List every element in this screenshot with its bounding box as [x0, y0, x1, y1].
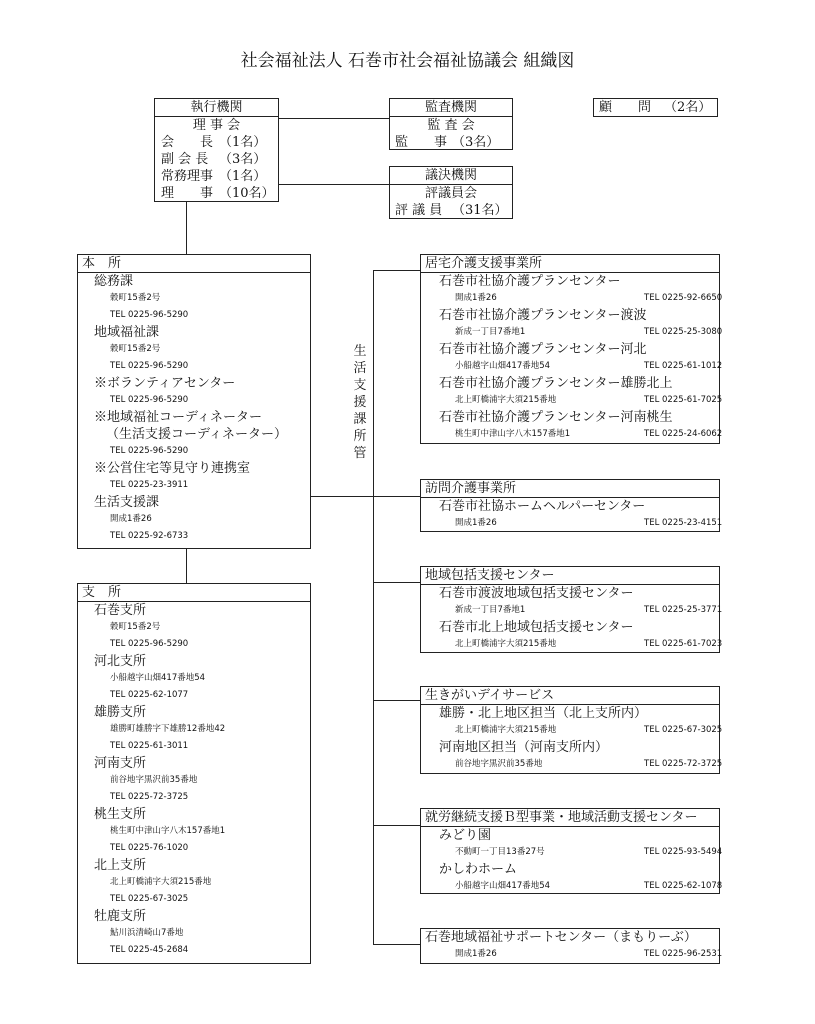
- council-header: 議決機関: [390, 167, 512, 185]
- facility-name: 石巻市社協介護プランセンター河南桃生: [439, 410, 673, 425]
- branch-tel: TEL 0225-76-1020: [110, 843, 189, 853]
- home-care-header: 居宅介護支援事業所: [421, 255, 719, 273]
- facility-tel: TEL 0225-67-3025: [644, 725, 723, 735]
- facility-name: 石巻市社協介護プランセンター渡波: [439, 308, 647, 323]
- vertical-char: 所: [353, 429, 367, 444]
- facility-contact-row: [439, 844, 723, 861]
- dept-name: 総務課: [94, 274, 134, 289]
- vertical-char: 支: [353, 378, 367, 393]
- facility-name: 雄勝・北上地区担当（北上支所内）: [439, 706, 648, 721]
- role-count: （1名）: [219, 169, 267, 184]
- role-row: [155, 185, 278, 202]
- facility-address: 北上町橋浦字大須215番地: [455, 395, 557, 405]
- facility-name: みどり園: [439, 828, 492, 843]
- connector-main-divisions: [311, 496, 420, 497]
- connector-support-center: [373, 944, 420, 945]
- facility-name: 石巻市北上地域包括支援センター: [439, 620, 634, 635]
- audit-body: 監 査 会: [427, 118, 475, 133]
- vertical-char: 援: [353, 395, 367, 410]
- employment-box: [420, 808, 723, 894]
- connector-day-service: [373, 700, 420, 701]
- branch-name: 河北支所: [94, 654, 147, 669]
- visiting-care-header: 訪問介護事業所: [421, 480, 719, 498]
- facility-address: 北上町橋浦字大須215番地: [455, 639, 557, 649]
- role-count: （3名）: [219, 152, 267, 167]
- division-trunk: [373, 270, 374, 945]
- support-center-header: 石巻地域福祉サポートセンター（まもりーぶ）: [425, 930, 697, 945]
- council-body: 評議員会: [424, 186, 477, 201]
- facility-name: かしわホーム: [439, 862, 518, 877]
- facility-contact-row: [439, 324, 723, 341]
- board-label: 理 事 会: [192, 118, 241, 133]
- vertical-char: 管: [353, 446, 367, 461]
- facility-tel: TEL 0225-23-4151: [644, 518, 723, 528]
- council-box: [389, 166, 513, 219]
- advisor-count: （2名）: [664, 100, 712, 115]
- facility-address: 開成1番26: [455, 293, 497, 303]
- role-row: [155, 168, 278, 185]
- branches-box: [77, 583, 311, 964]
- audit-box: [389, 98, 513, 150]
- support-center-box: [420, 928, 723, 964]
- role-label: 常務理事: [161, 169, 214, 184]
- branch-name: 河南支所: [94, 756, 147, 771]
- role-label: 理 事: [161, 186, 214, 201]
- community-header: 地域包括支援センター: [421, 567, 719, 585]
- vertical-char: 課: [353, 412, 367, 427]
- facility-name: 石巻市社協ホームヘルパーセンター: [439, 499, 646, 514]
- facility-contact-row: [439, 515, 723, 532]
- facility-contact-row: [439, 426, 723, 443]
- advisor-box: [593, 98, 718, 117]
- home-care-box: [420, 254, 723, 444]
- executive-box: [154, 98, 279, 202]
- facility-tel: TEL 0225-93-5494: [644, 847, 723, 857]
- facility-contact-row: [439, 290, 723, 307]
- facility-address: 前谷地字黒沢前35番地: [455, 759, 543, 769]
- facility-name: 石巻市社協介護プランセンター河北: [439, 342, 647, 357]
- role-count: （10名）: [219, 186, 275, 201]
- branch-name: 桃生支所: [94, 807, 147, 822]
- visiting-care-box: [420, 479, 723, 532]
- facility-address: 新成一丁目7番地1: [455, 327, 526, 337]
- day-service-header: 生きがいデイサービス: [421, 687, 719, 705]
- role-count: （1名）: [219, 135, 267, 150]
- branch-address: 前谷地字黒沢前35番地: [110, 775, 198, 785]
- main-office-box: [77, 254, 311, 549]
- facility-contact-row: [439, 602, 723, 619]
- dept-tel: TEL 0225-96-5290: [110, 310, 189, 320]
- dept-address: 穀町15番2号: [110, 344, 161, 354]
- dept-name: ※ボランティアセンター: [94, 376, 236, 391]
- dept-name-sub: （生活支援コーディネーター）: [106, 427, 287, 442]
- facility-tel: TEL 0225-61-1012: [644, 361, 723, 371]
- facility-tel: TEL 0225-62-1078: [644, 881, 723, 891]
- connector-main-branch: [186, 548, 187, 583]
- vertical-label: [352, 343, 368, 462]
- branch-name: 石巻支所: [94, 603, 147, 618]
- vertical-char: 活: [353, 361, 367, 376]
- dept-name: ※地域福祉コーディネーター: [94, 410, 262, 425]
- facility-name: 河南地区担当（河南支所内）: [439, 740, 609, 755]
- dept-name: 地域福祉課: [94, 325, 160, 340]
- council-role-row: [390, 202, 512, 219]
- facility-address: 小船越字山畑417番地54: [455, 361, 551, 371]
- branch-name: 牡鹿支所: [94, 909, 147, 924]
- branch-address: 雄勝町雄勝字下雄勝12番地42: [110, 724, 226, 734]
- connector-employment: [373, 825, 420, 826]
- vertical-char: 生: [353, 344, 367, 359]
- facility-address: 桃生町中津山字八木157番地1: [455, 429, 571, 439]
- page-title: 社会福祉法人 石巻市社会福祉協議会 組織図: [240, 51, 575, 71]
- facility-contact-row: [439, 878, 723, 895]
- role-row: [155, 151, 278, 168]
- facility-tel: TEL 0225-61-7025: [644, 395, 723, 405]
- facility-contact-row: [439, 636, 723, 653]
- audit-role: 監 事: [395, 135, 448, 150]
- branch-tel: TEL 0225-62-1077: [110, 690, 189, 700]
- audit-header: 監査機関: [390, 99, 512, 117]
- support-center-contact-row: [421, 946, 723, 961]
- branch-address: 穀町15番2号: [110, 622, 161, 632]
- main-office-header: 本 所: [78, 255, 310, 273]
- connector-exec-audit: [279, 118, 389, 119]
- connector-community: [373, 582, 420, 583]
- facility-contact-row: [439, 756, 723, 773]
- branch-tel: TEL 0225-67-3025: [110, 894, 189, 904]
- branch-tel: TEL 0225-72-3725: [110, 792, 189, 802]
- facility-address: 開成1番26: [455, 518, 497, 528]
- support-center-address: 開成1番26: [455, 949, 497, 959]
- facility-name: 石巻市社協介護プランセンター: [439, 274, 621, 289]
- day-service-box: [420, 686, 723, 774]
- dept-tel: TEL 0225-92-6733: [110, 531, 189, 541]
- branch-address: 北上町橋浦字大須215番地: [110, 877, 212, 887]
- dept-address: 穀町15番2号: [110, 293, 161, 303]
- facility-tel: TEL 0225-25-3080: [644, 327, 723, 337]
- dept-tel: TEL 0225-23-3911: [110, 480, 189, 490]
- facility-address: 新成一丁目7番地1: [455, 605, 526, 615]
- branch-address: 桃生町中津山字八木157番地1: [110, 826, 226, 836]
- support-center-tel: TEL 0225-96-2531: [644, 949, 723, 959]
- dept-tel: TEL 0225-96-5290: [110, 395, 189, 405]
- advisor-label: 顧 問: [599, 100, 652, 115]
- facility-contact-row: [439, 358, 723, 375]
- facility-name: 石巻市渡波地域包括支援センター: [439, 586, 634, 601]
- dept-tel: TEL 0225-96-5290: [110, 361, 189, 371]
- facility-contact-row: [439, 392, 723, 409]
- council-role: 評 議 員: [395, 203, 443, 218]
- dept-name: 生活支援課: [94, 495, 160, 510]
- connector-exec-council: [279, 184, 389, 185]
- dept-address: 開成1番26: [110, 514, 152, 524]
- connector-home-care: [373, 270, 420, 271]
- audit-role-row: [390, 134, 512, 151]
- facility-name: 石巻市社協介護プランセンター雄勝北上: [439, 376, 673, 391]
- community-box: [420, 566, 723, 653]
- facility-tel: TEL 0225-24-6062: [644, 429, 723, 439]
- branches-header: 支 所: [78, 584, 310, 602]
- facility-tel: TEL 0225-72-3725: [644, 759, 723, 769]
- facility-address: 北上町橋浦字大須215番地: [455, 725, 557, 735]
- branch-name: 北上支所: [94, 858, 147, 873]
- dept-tel: TEL 0225-96-5290: [110, 446, 189, 456]
- facility-tel: TEL 0225-61-7023: [644, 639, 723, 649]
- employment-header: 就労継続支援Ｂ型事業・地域活動支援センター: [421, 809, 719, 827]
- facility-tel: TEL 0225-25-3771: [644, 605, 723, 615]
- role-row: [155, 134, 278, 151]
- facility-tel: TEL 0225-92-6650: [644, 293, 723, 303]
- facility-contact-row: [439, 722, 723, 739]
- audit-count: （3名）: [452, 135, 500, 150]
- branch-tel: TEL 0225-96-5290: [110, 639, 189, 649]
- role-label: 副 会 長: [161, 152, 209, 167]
- branch-tel: TEL 0225-61-3011: [110, 741, 189, 751]
- branch-address: 鮎川浜清崎山7番地: [110, 928, 184, 938]
- advisor-row: [594, 99, 717, 116]
- role-label: 会 長: [161, 135, 214, 150]
- branch-name: 雄勝支所: [94, 705, 147, 720]
- executive-header: 執行機関: [155, 99, 278, 117]
- facility-address: 小船越字山畑417番地54: [455, 881, 551, 891]
- branch-address: 小船越字山畑417番地54: [110, 673, 206, 683]
- dept-name: ※公営住宅等見守り連携室: [94, 461, 251, 476]
- branch-tel: TEL 0225-45-2684: [110, 945, 189, 955]
- facility-address: 不動町一丁目13番27号: [455, 847, 545, 857]
- council-count: （31名）: [452, 203, 508, 218]
- connector-exec-main: [186, 202, 187, 255]
